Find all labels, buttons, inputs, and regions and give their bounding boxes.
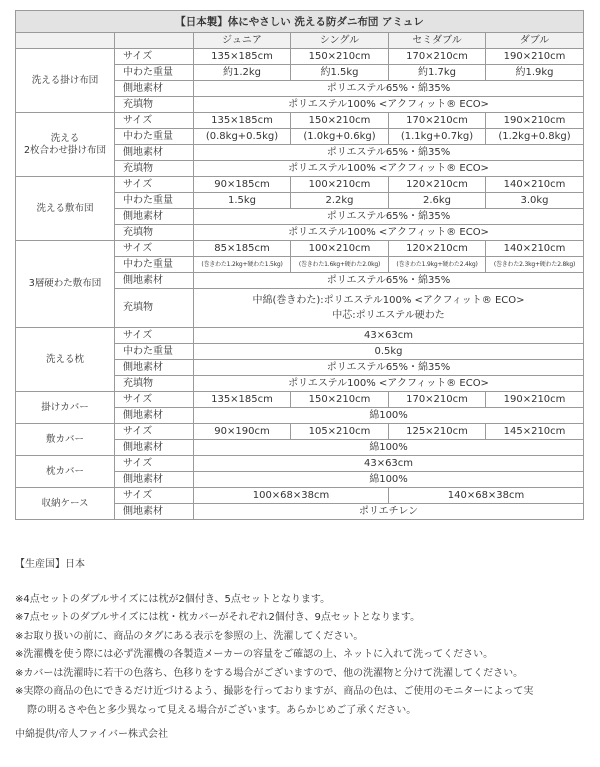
attr-fabric: 側地素材 (115, 360, 194, 376)
table-cell: (巻きわた1.6kg+硬わた2.0kg) (291, 257, 389, 273)
table-cell: 125×210cm (389, 424, 486, 440)
table-cell (194, 289, 584, 328)
table-cell: 190×210cm (486, 113, 584, 129)
table-cell: 135×185cm (194, 392, 291, 408)
attr-filling: 充填物 (115, 376, 194, 392)
table-cell: (巻きわた2.3kg+硬わた2.8kg) (486, 257, 584, 273)
attr-filling: 充填物 (115, 161, 194, 177)
attr-fabric: 側地素材 (115, 472, 194, 488)
table-cell: ポリエステル65%・綿35% (194, 145, 584, 161)
filling-line-1: 中綿(巻きわた):ポリエステル100% <アクフィット® ECO> (252, 295, 525, 306)
header-blank (16, 33, 115, 49)
filling-credit: 中綿提供/帝人ファイバー株式会社 (15, 729, 168, 740)
table-cell: 190×210cm (486, 392, 584, 408)
spec-table (15, 10, 584, 520)
attr-weight: 中わた重量 (115, 65, 194, 81)
attr-size: サイズ (115, 49, 194, 65)
table-cell: 140×68×38cm (389, 488, 584, 504)
note-item: ※実際の商品の色にできるだけ近づけるよう、撮影を行っておりますが、商品の色は、ご使用のモニターによって実 (15, 686, 534, 697)
category-awase (16, 113, 115, 177)
attr-filling: 充填物 (115, 289, 194, 328)
table-cell: 150×210cm (291, 392, 389, 408)
category-kake-cover: 掛けカバー (16, 392, 115, 424)
origin-label: 【生産国】日本 (15, 559, 85, 570)
table-cell: 170×210cm (389, 113, 486, 129)
attr-size: サイズ (115, 241, 194, 257)
table-cell: 100×210cm (291, 241, 389, 257)
attr-filling: 充填物 (115, 225, 194, 241)
table-cell: 1.5kg (194, 193, 291, 209)
table-cell: 3.0kg (486, 193, 584, 209)
table-cell: (0.8kg+0.5kg) (194, 129, 291, 145)
table-cell: 170×210cm (389, 392, 486, 408)
attr-weight: 中わた重量 (115, 129, 194, 145)
table-cell: (1.2kg+0.8kg) (486, 129, 584, 145)
category-makura: 洗える枕 (16, 328, 115, 392)
table-title: 【日本製】体にやさしい 洗える防ダニ布団 アミュレ (16, 11, 584, 33)
attr-fabric: 側地素材 (115, 504, 194, 520)
table-cell: 2.6kg (389, 193, 486, 209)
table-cell: 綿100% (194, 408, 584, 424)
table-cell: ポリエステル65%・綿35% (194, 273, 584, 289)
header-blank (115, 33, 194, 49)
table-cell: (巻きわた1.9kg+硬わた2.4kg) (389, 257, 486, 273)
note-item: ※カバーは洗濯時に若干の色落ち、色移りをする場合がございますので、他の洗濯物と分けて洗濯してください。 (15, 667, 524, 679)
attr-size: サイズ (115, 177, 194, 193)
table-cell: 190×210cm (486, 49, 584, 65)
attr-weight: 中わた重量 (115, 257, 194, 273)
table-cell: 43×63cm (194, 456, 584, 472)
table-cell: 150×210cm (291, 49, 389, 65)
table-cell: 2.2kg (291, 193, 389, 209)
attr-filling: 充填物 (115, 97, 194, 113)
note-item: ※洗濯機を使う際には必ず洗濯機の各製造メーカーの容量をご確認の上、ネットに入れて洗ってください。 (15, 649, 494, 660)
notes-block (15, 556, 587, 720)
filling-line-2: 中芯:ポリエステル硬わた (332, 310, 445, 321)
table-cell: 85×185cm (194, 241, 291, 257)
category-katame: 3層硬わた敷布団 (16, 241, 115, 328)
attr-weight: 中わた重量 (115, 344, 194, 360)
table-cell: ポリエステル65%・綿35% (194, 209, 584, 225)
table-cell: 約1.7kg (389, 65, 486, 81)
note-item: ※お取り扱いの前に、商品のタグにある表示を参照の上、洗濯してください。 (15, 630, 364, 642)
header-double: ダブル (486, 33, 584, 49)
attr-size: サイズ (115, 424, 194, 440)
table-cell: ポリエステル100% <アクフィット® ECO> (194, 225, 584, 241)
table-cell: (1.0kg+0.6kg) (291, 129, 389, 145)
attr-size: サイズ (115, 328, 194, 344)
header-semi-double: セミダブル (389, 33, 486, 49)
table-cell: 100×68×38cm (194, 488, 389, 504)
attr-fabric: 側地素材 (115, 81, 194, 97)
attr-weight: 中わた重量 (115, 193, 194, 209)
attr-fabric: 側地素材 (115, 209, 194, 225)
category-case: 収納ケース (16, 488, 115, 520)
header-junior: ジュニア (194, 33, 291, 49)
table-cell: ポリエステル100% <アクフィット® ECO> (194, 376, 584, 392)
table-cell: 90×185cm (194, 177, 291, 193)
table-cell: ポリエステル100% <アクフィット® ECO> (194, 161, 584, 177)
attr-fabric: 側地素材 (115, 408, 194, 424)
table-cell: 105×210cm (291, 424, 389, 440)
table-cell: 0.5kg (194, 344, 584, 360)
table-cell: 約1.5kg (291, 65, 389, 81)
table-cell: 100×210cm (291, 177, 389, 193)
table-cell: 145×210cm (486, 424, 584, 440)
note-item: 際の明るさや色と多少異なって見える場合がございます。あらかじめご了承ください。 (27, 704, 417, 716)
table-cell: ポリエステル65%・綿35% (194, 360, 584, 376)
table-cell: 120×210cm (389, 241, 486, 257)
category-shiki: 洗える敷布団 (16, 177, 115, 241)
category-kake: 洗える掛け布団 (16, 49, 115, 113)
table-cell: 140×210cm (486, 177, 584, 193)
table-cell: 43×63cm (194, 328, 584, 344)
table-cell: 140×210cm (486, 241, 584, 257)
attr-size: サイズ (115, 113, 194, 129)
category-shiki-cover: 敷カバー (16, 424, 115, 456)
category-awase-label: 洗える 2枚合わせ掛け布団 (23, 132, 107, 156)
table-cell: 170×210cm (389, 49, 486, 65)
table-cell: 150×210cm (291, 113, 389, 129)
attr-size: サイズ (115, 392, 194, 408)
category-makura-cover: 枕カバー (16, 456, 115, 488)
table-cell: 90×190cm (194, 424, 291, 440)
table-cell: 約1.2kg (194, 65, 291, 81)
header-single: シングル (291, 33, 389, 49)
attr-fabric: 側地素材 (115, 145, 194, 161)
table-cell: ポリエチレン (194, 504, 584, 520)
attr-fabric: 側地素材 (115, 273, 194, 289)
table-cell: 120×210cm (389, 177, 486, 193)
table-cell: (1.1kg+0.7kg) (389, 129, 486, 145)
attr-fabric: 側地素材 (115, 440, 194, 456)
table-cell: 135×185cm (194, 113, 291, 129)
table-cell: ポリエステル100% <アクフィット® ECO> (194, 97, 584, 113)
note-item: ※7点セットのダブルサイズには枕・枕カバーがそれぞれ2個付き、9点セットとなります。 (15, 612, 421, 623)
table-cell: ポリエステル65%・綿35% (194, 81, 584, 97)
attr-size: サイズ (115, 456, 194, 472)
table-cell: 135×185cm (194, 49, 291, 65)
table-cell: 綿100% (194, 440, 584, 456)
note-item: ※4点セットのダブルサイズには枕が2個付き、5点セットとなります。 (15, 593, 331, 605)
attr-size: サイズ (115, 488, 194, 504)
table-cell: (巻きわた1.2kg+硬わた1.5kg) (194, 257, 291, 273)
table-cell: 約1.9kg (486, 65, 584, 81)
table-cell: 綿100% (194, 472, 584, 488)
